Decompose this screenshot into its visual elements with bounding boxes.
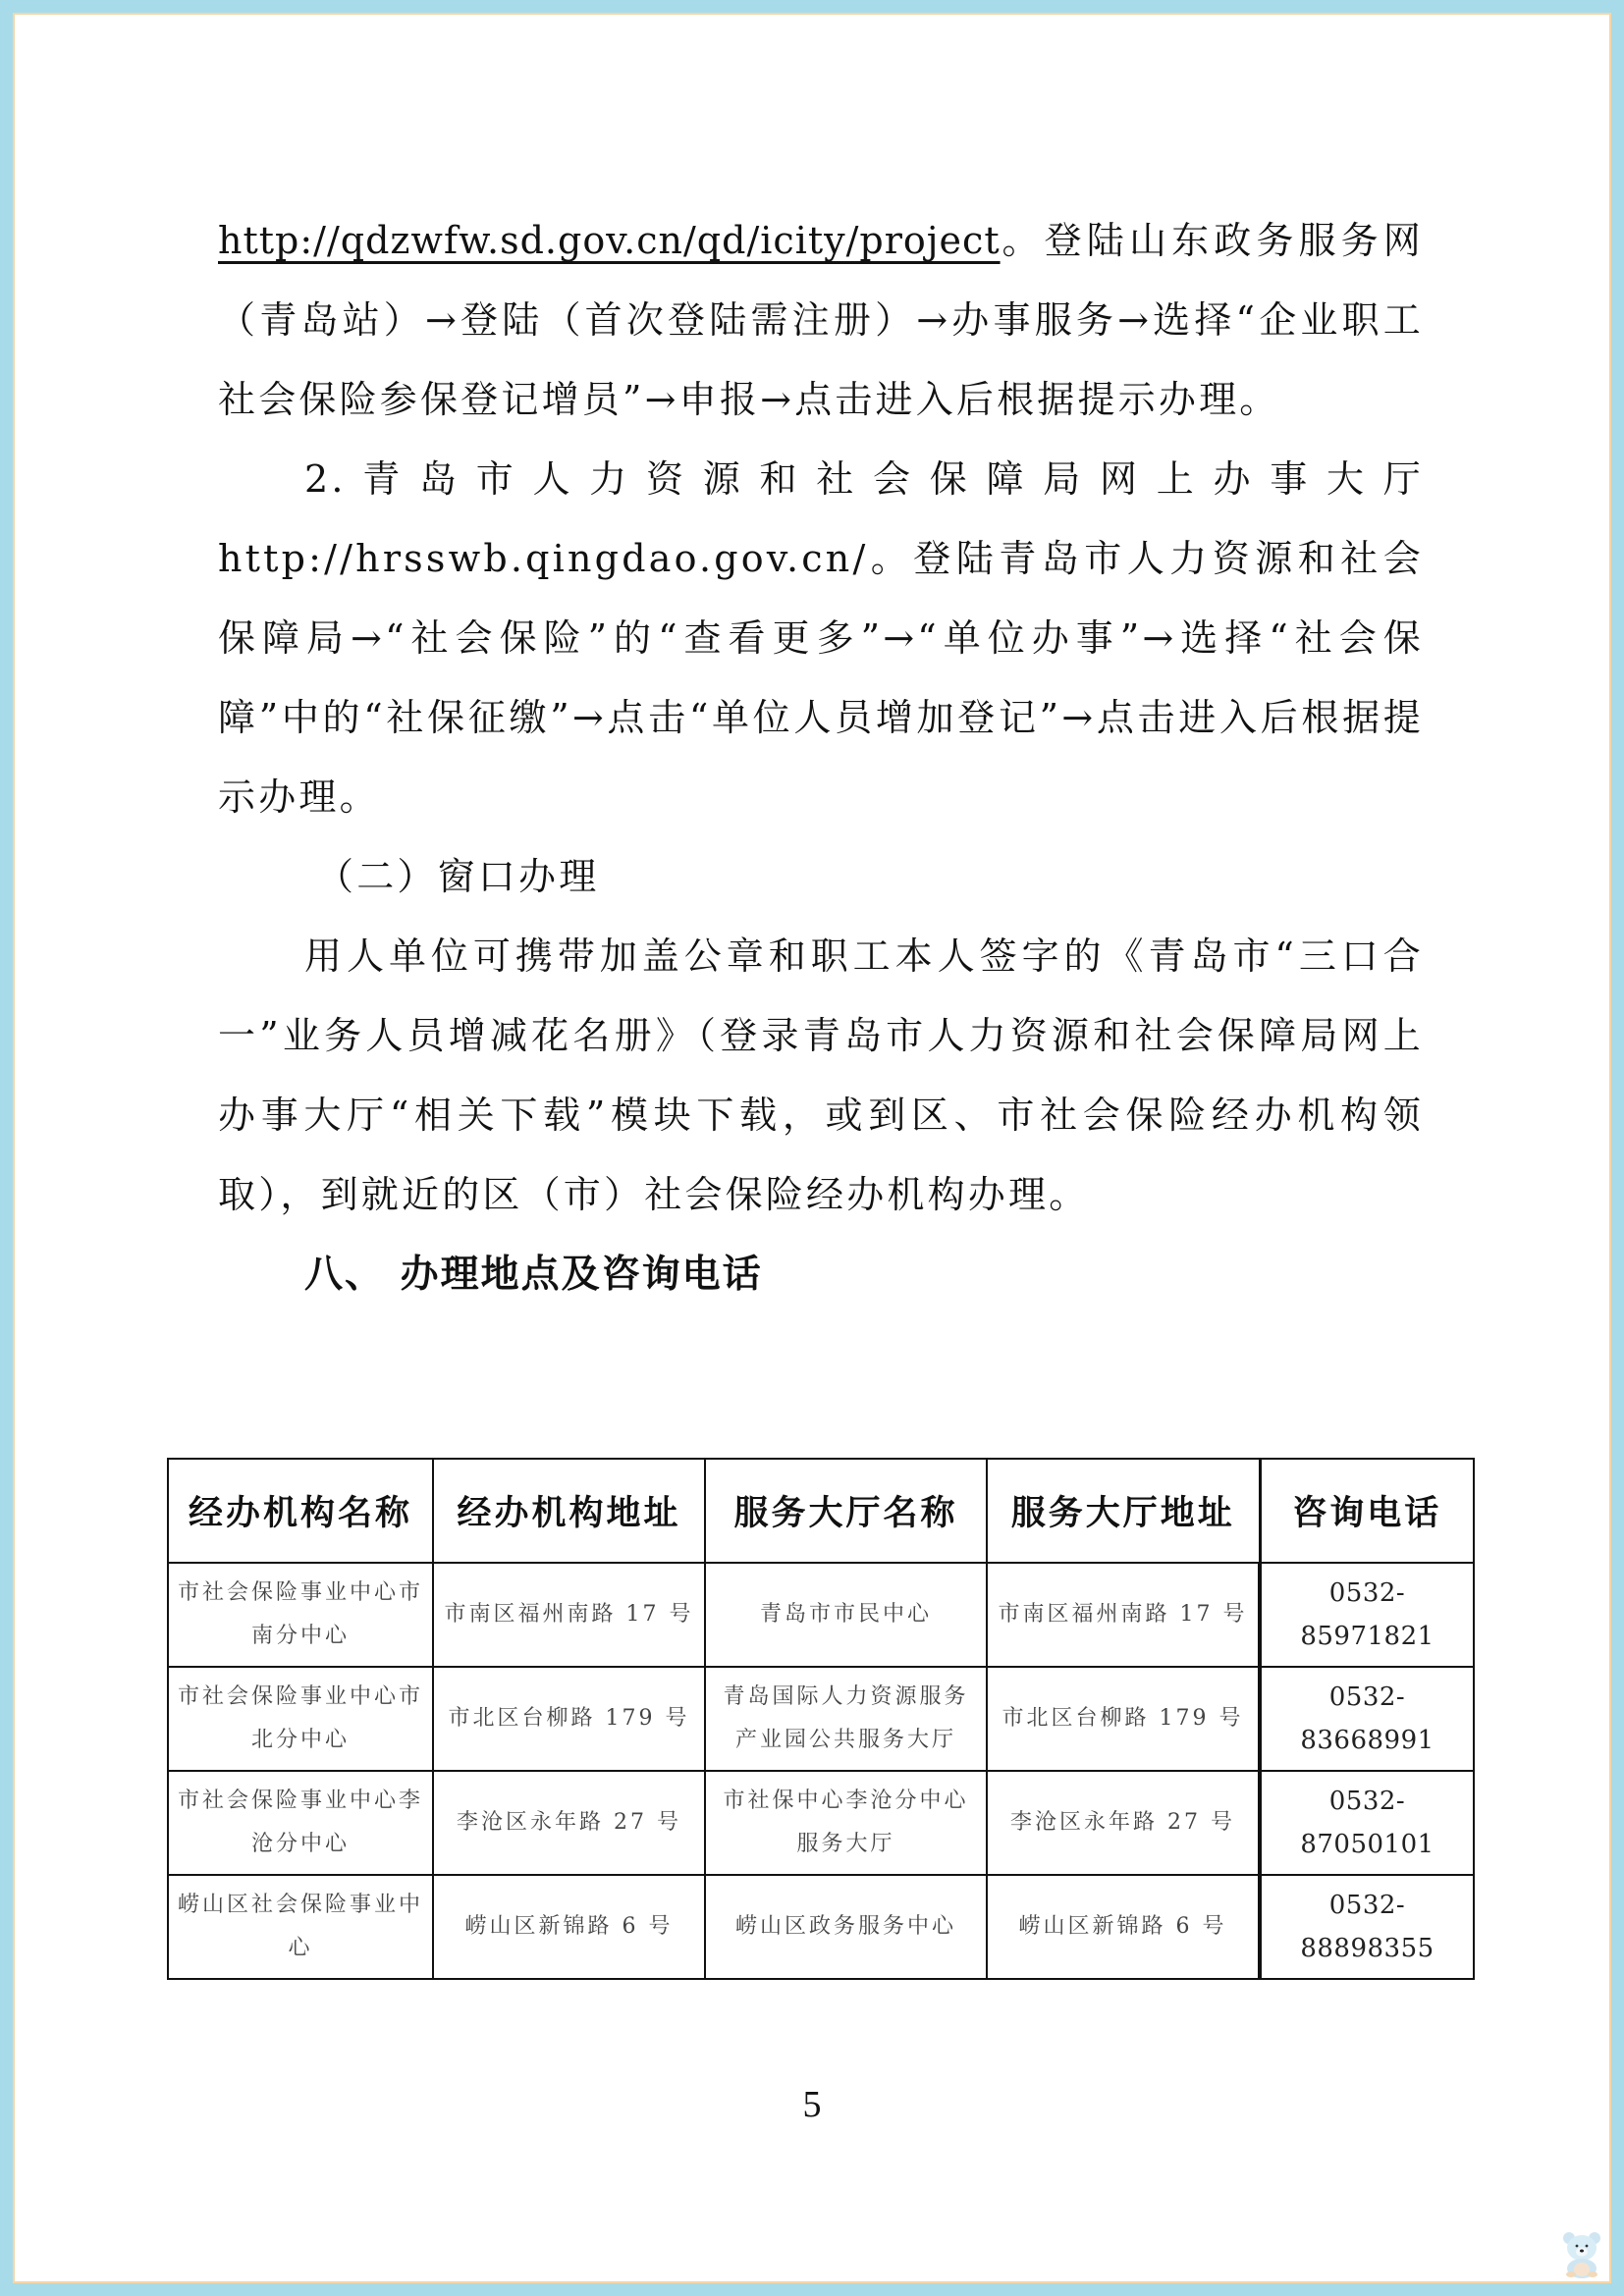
cell-hall-address: 市北区台柳路 179 号 [987, 1667, 1260, 1771]
cell-hall-address: 崂山区新锦路 6 号 [987, 1875, 1260, 1979]
subheading-window: （二）窗口办理 [316, 855, 600, 898]
cell-phone: 0532-88898355 [1260, 1875, 1474, 1979]
paragraph-online-2: 2.青岛市人力资源和社会保障局网上办事大厅http://hrsswb.qingdao.gov.cn/。登陆青岛市人力资源和社会保障局→“社会保险”的“查看更多”→“单位办事”→选择“社会保障”中的“社保征缴”→点击“单位人员增加登记”→点击进入后根据提示办理。 [218, 457, 1424, 819]
cell-hall-name: 崂山区政务服务中心 [705, 1875, 987, 1979]
cell-agency-name: 市社会保险事业中心市南分中心 [168, 1563, 433, 1667]
teddy-bear-icon [1559, 2229, 1604, 2278]
cell-phone: 0532-87050101 [1260, 1771, 1474, 1875]
cell-phone: 0532-83668991 [1260, 1667, 1474, 1771]
paragraph-text: 。登陆山东政务服务网（青岛站）→登陆（首次登陆需注册）→办事服务→选择“企业职工社会保险参保登记增员”→申报→点击进入后根据提示办理。 [218, 219, 1424, 421]
cell-agency-name: 崂山区社会保险事业中心 [168, 1875, 433, 1979]
cell-agency-address: 李沧区永年路 27 号 [433, 1771, 705, 1875]
table-row [168, 1771, 1474, 1875]
cell-agency-name: 市社会保险事业中心市北分中心 [168, 1667, 433, 1771]
cell-hall-name: 青岛市市民中心 [705, 1563, 987, 1667]
page-number: 5 [802, 2084, 822, 2125]
cell-phone: 0532-85971821 [1260, 1563, 1474, 1667]
cell-agency-address: 市南区福州南路 17 号 [433, 1563, 705, 1667]
header-hall-name: 服务大厅名称 [705, 1459, 987, 1563]
section-heading-locations: 八、 办理地点及咨询电话 [304, 1253, 763, 1297]
table-row [168, 1875, 1474, 1979]
table-header-row [168, 1459, 1474, 1563]
paragraph-window: 用人单位可携带加盖公章和职工本人签字的《青岛市“三口合一”业务人员增减花名册》（登录青岛市人力资源和社会保障局网上办事大厅“相关下载”模块下载，或到区、市社会保险经办机构领取），到就近的区（市）社会保险经办机构办理。 [218, 934, 1424, 1216]
table-row [168, 1563, 1474, 1667]
cell-hall-address: 市南区福州南路 17 号 [987, 1563, 1260, 1667]
document-body [218, 201, 1424, 1314]
offices-table [167, 1458, 1475, 1980]
header-hall-address: 服务大厅地址 [987, 1459, 1260, 1563]
url-link-sd-gov[interactable]: http://qdzwfw.sd.gov.cn/qd/icity/project [218, 219, 1001, 262]
cell-agency-name: 市社会保险事业中心李沧分中心 [168, 1771, 433, 1875]
paragraph-online-1 [218, 201, 1424, 440]
cell-hall-name: 青岛国际人力资源服务产业园公共服务大厅 [705, 1667, 987, 1771]
cell-agency-address: 市北区台柳路 179 号 [433, 1667, 705, 1771]
cell-agency-address: 崂山区新锦路 6 号 [433, 1875, 705, 1979]
cell-hall-name: 市社保中心李沧分中心服务大厅 [705, 1771, 987, 1875]
header-agency-name: 经办机构名称 [168, 1459, 433, 1563]
header-agency-address: 经办机构地址 [433, 1459, 705, 1563]
cell-hall-address: 李沧区永年路 27 号 [987, 1771, 1260, 1875]
table-row [168, 1667, 1474, 1771]
header-phone: 咨询电话 [1260, 1459, 1474, 1563]
